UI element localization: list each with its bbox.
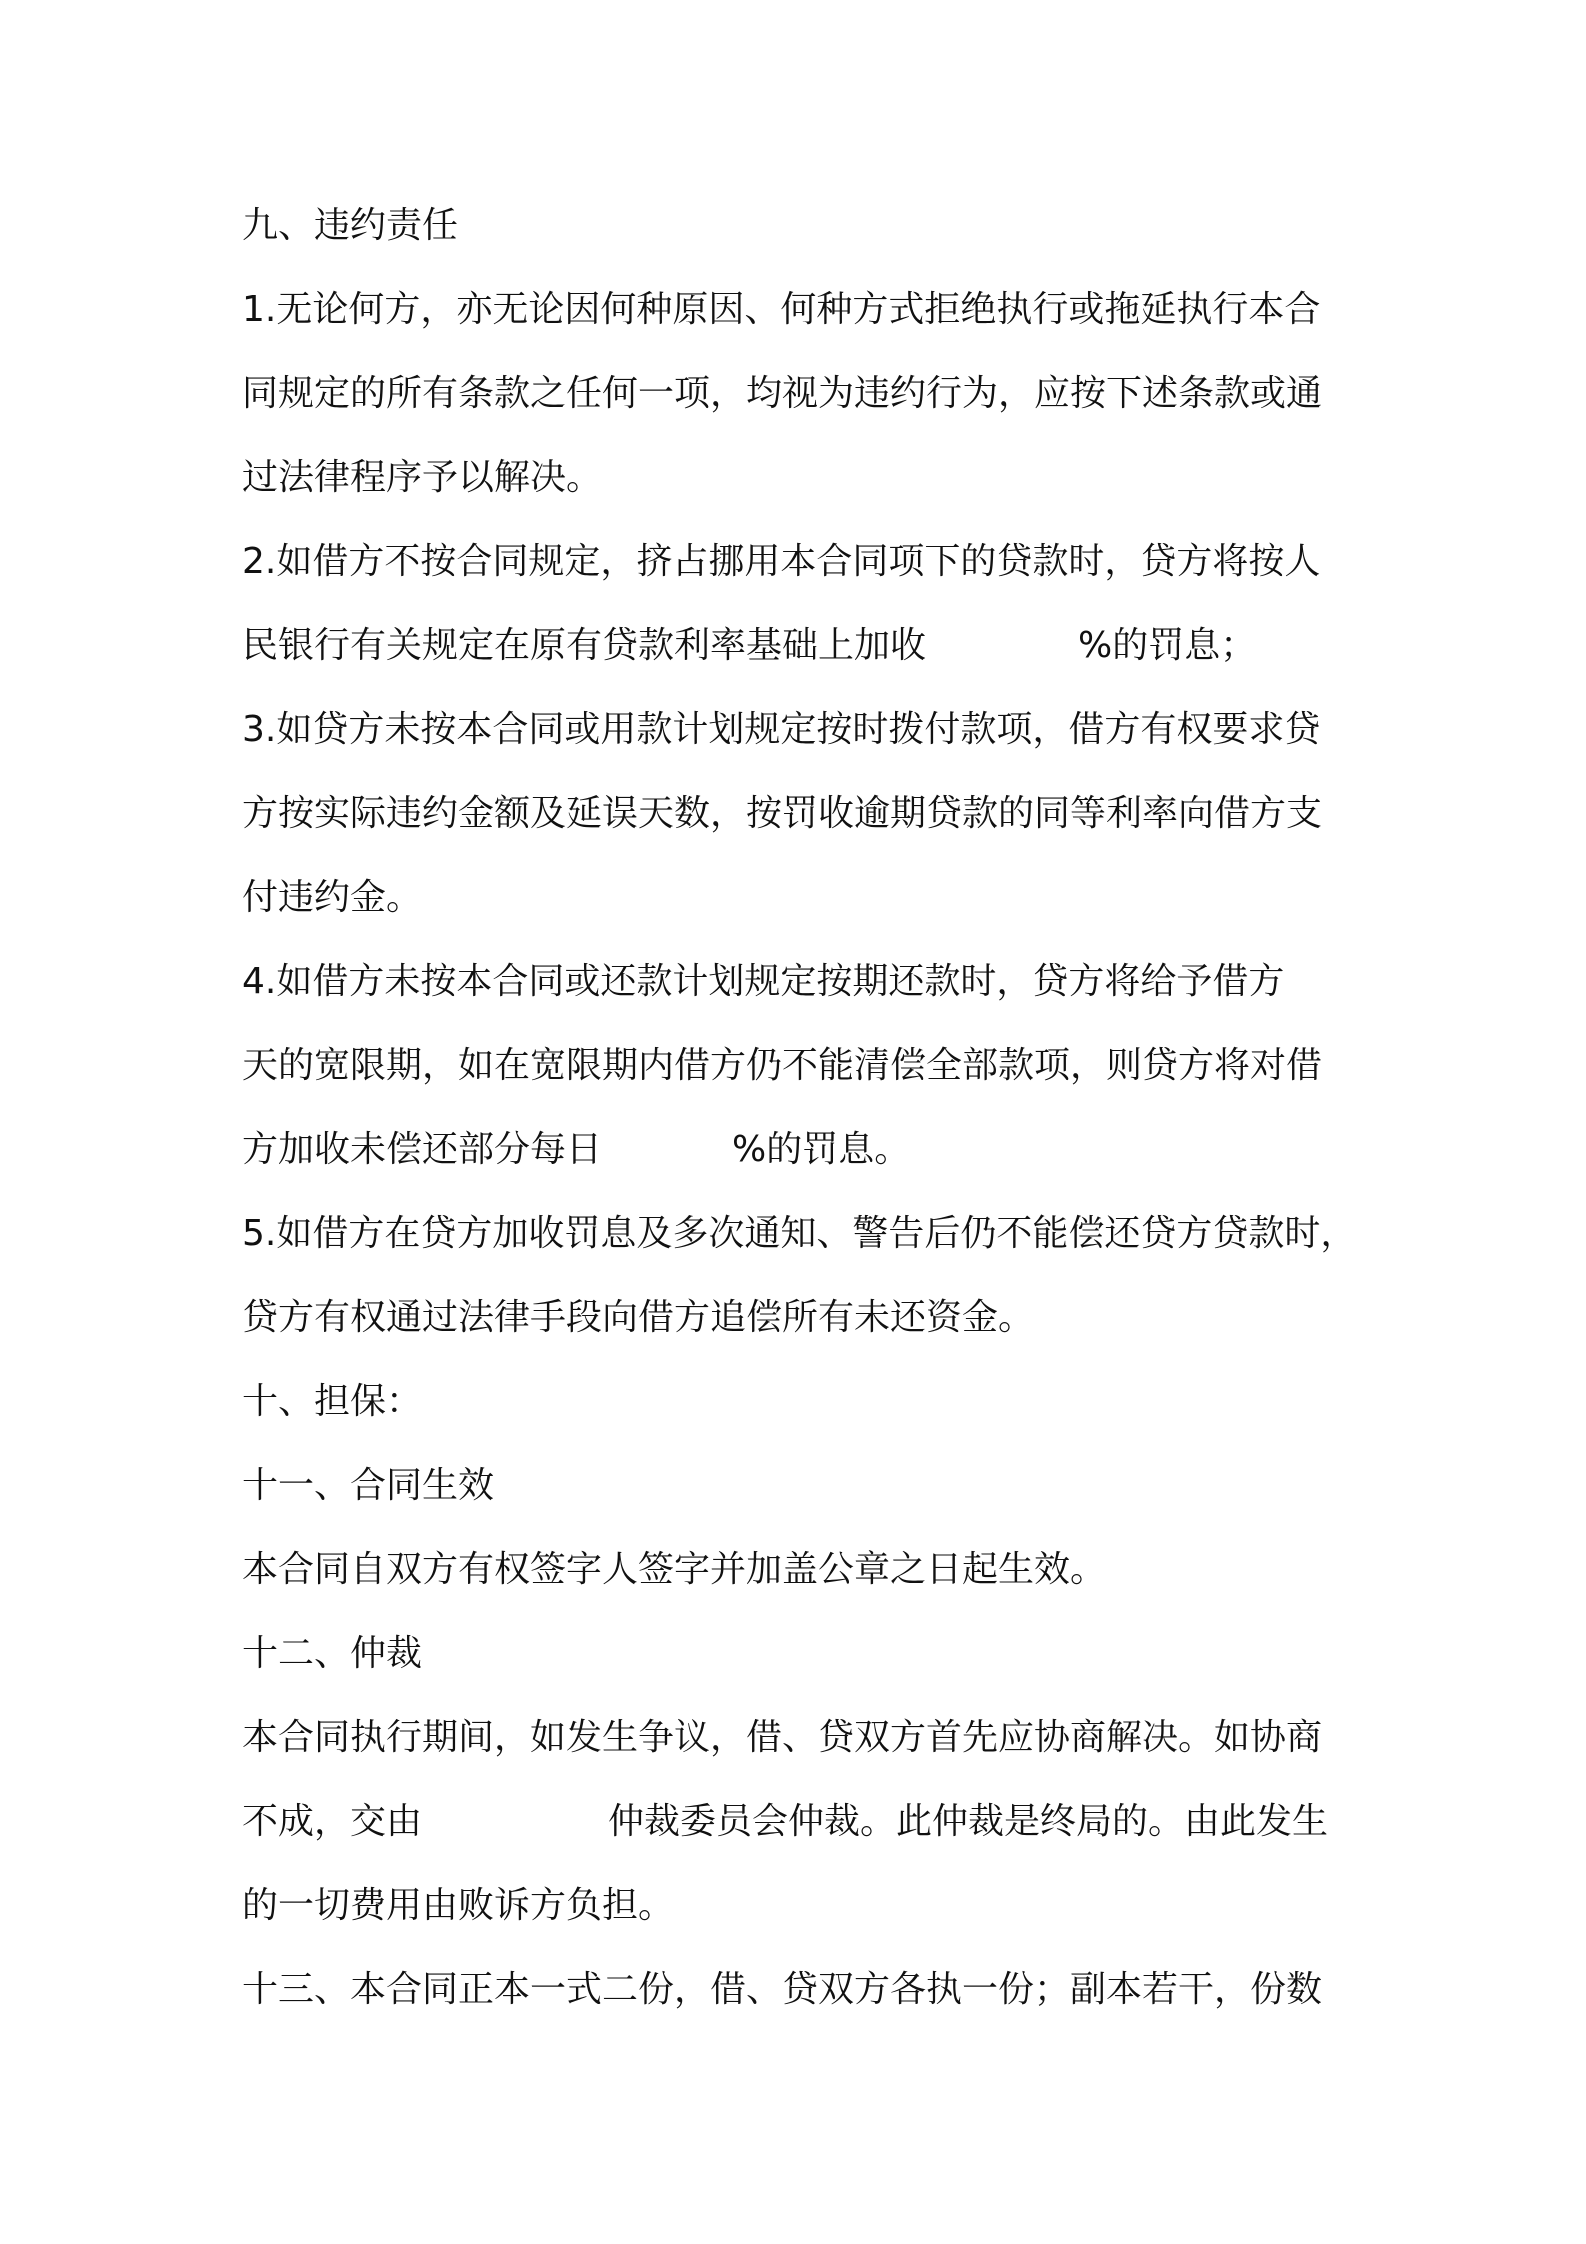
line-text: 本合同自双方有权签字人签字并加盖公章之日起生效。 [242, 1549, 1107, 1590]
clause-line [242, 1036, 1322, 1096]
line-text: 过法律程序予以解决。 [242, 457, 603, 498]
section-heading-breach [242, 196, 458, 256]
line-text: 方加收未偿还部分每日 [242, 1129, 603, 1170]
clause-line [242, 700, 1320, 760]
line-text: 方按实际违约金额及延误天数，按罚收逾期贷款的同等利率向借方支 [242, 793, 1323, 834]
section-heading-guarantee [242, 1372, 422, 1432]
clause-line [242, 448, 602, 508]
line-text: 民银行有关规定在原有贷款利率基础上加收 [242, 625, 927, 666]
clause-line [242, 616, 1256, 676]
clause-line [242, 1876, 674, 1936]
clause-line [242, 1708, 1322, 1768]
clause-line [242, 1960, 1322, 2020]
line-text: 十一、合同生效 [242, 1465, 495, 1506]
clause-line [242, 280, 1320, 340]
line-text: 九、违约责任 [242, 205, 459, 246]
clause-line [242, 1120, 910, 1180]
section-heading-arbitration [242, 1624, 422, 1684]
clause-line [242, 868, 422, 928]
line-text: %的罚息； [1078, 625, 1257, 666]
line-text: 不成，交由 [242, 1801, 423, 1842]
clause-line [242, 952, 1284, 1012]
clause-line [242, 364, 1322, 424]
line-text: 十二、仲裁 [242, 1633, 423, 1674]
line-text: 天的宽限期，如在宽限期内借方仍不能清偿全部款项，则贷方将对借 [242, 1045, 1323, 1086]
line-text: 付违约金。 [242, 877, 423, 918]
line-text: 4.如借方未按本合同或还款计划规定按期还款时，贷方将给予借方 [242, 961, 1285, 1002]
clause-line [242, 1204, 1356, 1264]
line-text: 1.无论何方，亦无论因何种原因、何种方式拒绝执行或拖延执行本合 [242, 289, 1321, 330]
line-text: 仲裁委员会仲裁。此仲裁是终局的。由此发生 [608, 1801, 1329, 1842]
line-text: %的罚息。 [732, 1129, 911, 1170]
clause-line [242, 1288, 1034, 1348]
line-text: 的一切费用由败诉方负担。 [242, 1885, 675, 1926]
clause-line [242, 1792, 1328, 1852]
clause-line [242, 1540, 1106, 1600]
clause-line [242, 532, 1320, 592]
line-text: 贷方有权通过法律手段向借方追偿所有未还资金。 [242, 1297, 1035, 1338]
line-text: 2.如借方不按合同规定，挤占挪用本合同项下的贷款时，贷方将按人 [242, 541, 1321, 582]
line-text: 本合同执行期间，如发生争议，借、贷双方首先应协商解决。如协商 [242, 1717, 1323, 1758]
line-text: 同规定的所有条款之任何一项，均视为违约行为，应按下述条款或通 [242, 373, 1323, 414]
section-heading-effectiveness [242, 1456, 494, 1516]
line-text: 3.如贷方未按本合同或用款计划规定按时拨付款项，借方有权要求贷 [242, 709, 1321, 750]
line-text: 5.如借方在贷方加收罚息及多次通知、警告后仍不能偿还贷方贷款时， [242, 1213, 1357, 1254]
line-text: 十三、本合同正本一式二份，借、贷双方各执一份；副本若干，份数 [242, 1969, 1323, 2010]
clause-line [242, 784, 1322, 844]
line-text: 十、担保： [242, 1381, 423, 1422]
